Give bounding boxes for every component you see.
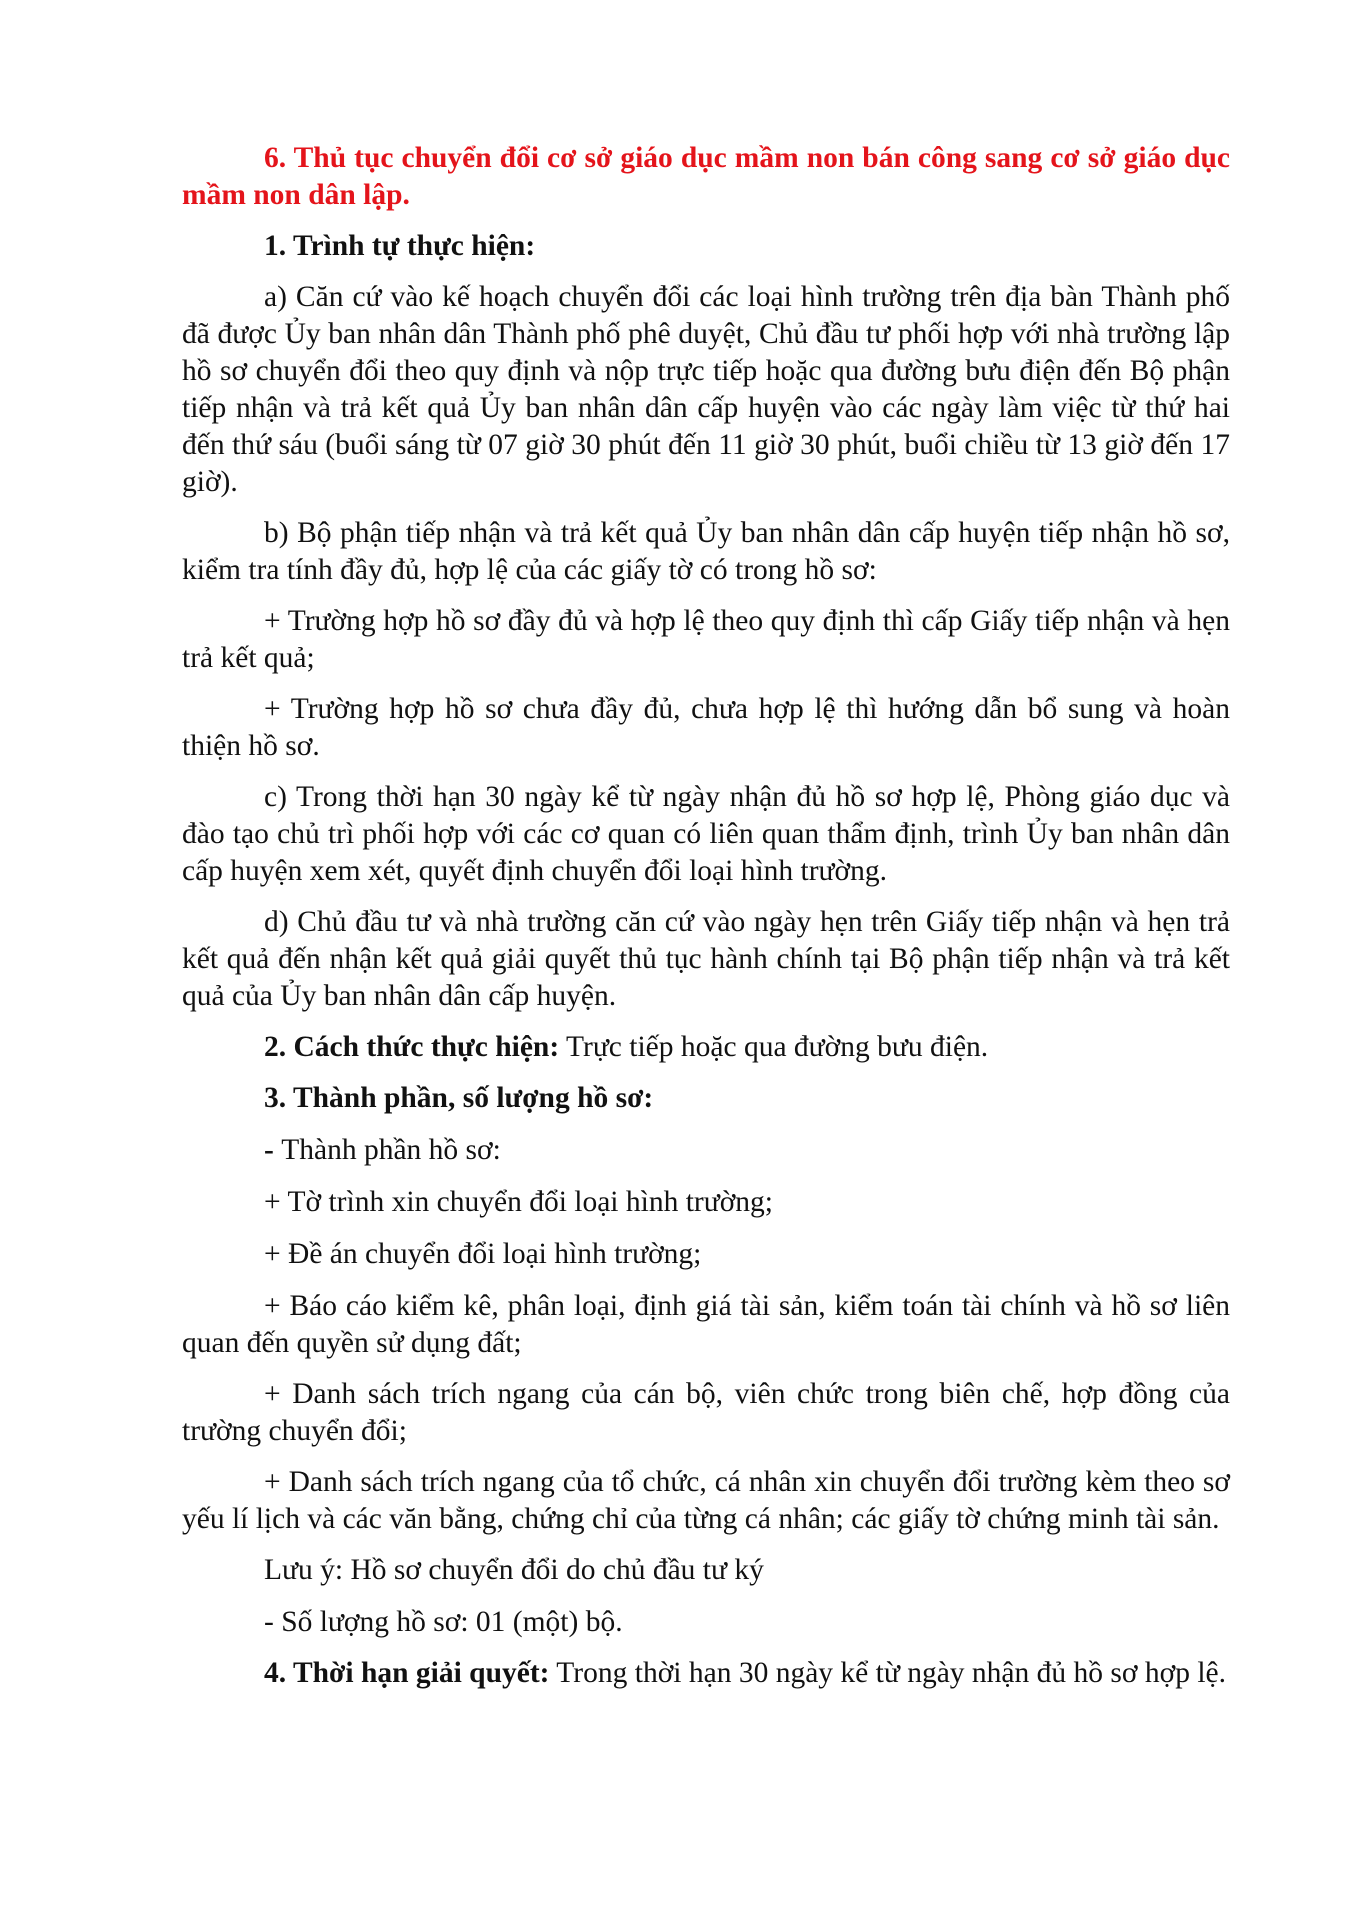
section-1-heading: 1. Trình tự thực hiện: — [264, 230, 536, 262]
section-3-item: + Tờ trình xin chuyển đổi loại hình trường; — [264, 1186, 774, 1218]
dash-marker: - — [264, 1134, 282, 1166]
section-1-item-c: c) Trong thời hạn 30 ngày kể từ ngày nhận đủ hồ sơ hợp lệ, Phòng giáo dục và đào tạo chủ trì phối hợp với các cơ quan có liên quan thẩm định, trình Ủy ban nhân dân cấp huyện xem xét, quyết định chuyển đổi loại hình trường. — [182, 781, 1230, 887]
section-3-quantity: - Số lượng hồ sơ: 01 (một) bộ. — [264, 1606, 623, 1638]
procedure-title: 6. Thủ tục chuyển đổi cơ sở giáo dục mầm non bán công sang cơ sở giáo dục mầm non dân lập. — [182, 142, 1230, 211]
section-1-item-b1: + Trường hợp hồ sơ đầy đủ và hợp lệ theo quy định thì cấp Giấy tiếp nhận và hẹn trả kết quả; — [182, 605, 1230, 674]
section-4-text: Trong thời hạn 30 ngày kể từ ngày nhận đủ hồ sơ hợp lệ. — [549, 1657, 1226, 1689]
section-3-note: Lưu ý: Hồ sơ chuyển đổi do chủ đầu tư ký — [264, 1554, 764, 1586]
section-3-item: + Danh sách trích ngang của tổ chức, cá nhân xin chuyển đổi trường kèm theo sơ yếu lí lịch và các văn bằng, chứng chỉ của từng cá nhân; các giấy tờ chứng minh tài sản. — [182, 1466, 1230, 1535]
section-3-components-label: Thành phần hồ sơ: — [281, 1134, 501, 1166]
section-4 — [182, 1655, 1230, 1692]
section-3-item: + Danh sách trích ngang của cán bộ, viên chức trong biên chế, hợp đồng của trường chuyển đổi; — [182, 1378, 1230, 1447]
section-1-item-d: d) Chủ đầu tư và nhà trường căn cứ vào ngày hẹn trên Giấy tiếp nhận và hẹn trả kết quả đến nhận kết quả giải quyết thủ tục hành chính tại Bộ phận tiếp nhận và trả kết quả của Ủy ban nhân dân cấp huyện. — [182, 906, 1230, 1012]
section-3-components — [182, 1132, 1230, 1169]
section-2-text: Trực tiếp hoặc qua đường bưu điện. — [559, 1031, 989, 1063]
section-1-item-b2: + Trường hợp hồ sơ chưa đầy đủ, chưa hợp lệ thì hướng dẫn bổ sung và hoàn thiện hồ sơ. — [182, 693, 1230, 762]
document-page — [182, 140, 1230, 1706]
section-4-heading: 4. Thời hạn giải quyết: — [264, 1657, 550, 1689]
section-1-item-b: b) Bộ phận tiếp nhận và trả kết quả Ủy ban nhân dân cấp huyện tiếp nhận hồ sơ, kiểm tra tính đầy đủ, hợp lệ của các giấy tờ có trong hồ sơ: — [182, 517, 1230, 586]
section-3-item: + Đề án chuyển đổi loại hình trường; — [264, 1238, 702, 1270]
section-2-heading: 2. Cách thức thực hiện: — [264, 1031, 560, 1063]
section-3-heading: 3. Thành phần, số lượng hồ sơ: — [264, 1082, 654, 1114]
section-1-item-a: a) Căn cứ vào kế hoạch chuyển đổi các loại hình trường trên địa bàn Thành phố đã được Ủy ban nhân dân Thành phố phê duyệt, Chủ đầu tư phối hợp với nhà trường lập hồ sơ chuyển đổi theo quy định và nộp trực tiếp hoặc qua đường bưu điện đến Bộ phận tiếp nhận và trả kết quả Ủy ban nhân dân cấp huyện vào các ngày làm việc từ thứ hai đến thứ sáu (buổi sáng từ 07 giờ 30 phút đến 11 giờ 30 phút, buổi chiều từ 13 giờ đến 17 giờ). — [182, 281, 1230, 498]
section-2 — [182, 1029, 1230, 1066]
section-3-item: + Báo cáo kiểm kê, phân loại, định giá tài sản, kiểm toán tài chính và hồ sơ liên quan đến quyền sử dụng đất; — [182, 1290, 1230, 1359]
